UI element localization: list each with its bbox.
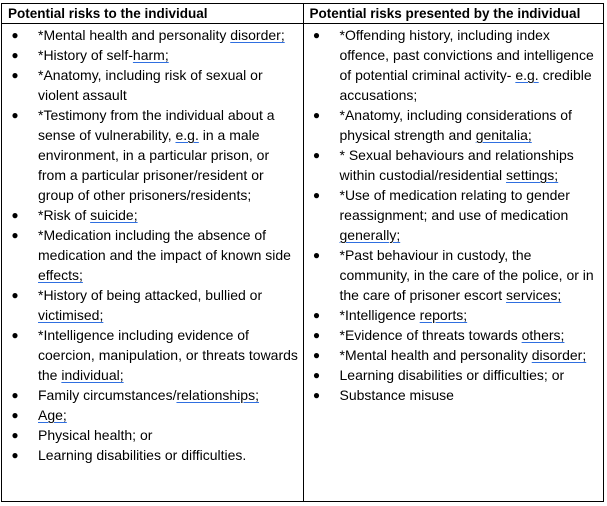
- list-item: [304, 325, 600, 345]
- item-marked-text: suicide;: [90, 207, 138, 223]
- item-text: *History of self-: [38, 47, 133, 63]
- list-item: [2, 425, 299, 445]
- list-item: [304, 345, 600, 365]
- list-item: [304, 185, 600, 245]
- item-marked-text: relationships;: [176, 387, 259, 403]
- item-text: *Testimony from the individual about a sense of vulnerability,: [38, 107, 275, 143]
- item-text: Substance misuse: [339, 387, 454, 403]
- list-item: [304, 305, 600, 325]
- bullet-icon: ●: [312, 188, 321, 202]
- item-text-continued: credible accusations;: [339, 67, 592, 103]
- left-column: [2, 4, 304, 501]
- item-marked-text: victimised;: [38, 307, 104, 323]
- list-item: [2, 225, 299, 285]
- item-text: *Intelligence: [339, 307, 420, 323]
- item-text: Learning disabilities or difficulties.: [38, 447, 247, 463]
- list-item: [2, 45, 299, 65]
- item-marked-text: genitalia;: [475, 127, 532, 143]
- item-text: Family circumstances/: [38, 387, 177, 403]
- item-text-continued: in a male environment, in a particular prison, or from a particular prisoner/resident or group of other prisoners/residents;: [38, 127, 270, 203]
- item-text: *Anatomy, including considerations of physical strength and: [339, 107, 572, 143]
- list-item: [304, 245, 600, 305]
- bullet-icon: ●: [11, 388, 19, 402]
- item-text: *Past behaviour in custody, the community, in the care of the police, or in the care of prisoner escort: [339, 247, 594, 303]
- item-marked-text: reports;: [419, 307, 468, 323]
- bullet-icon: ●: [312, 348, 321, 362]
- list-item: [2, 65, 299, 105]
- bullet-icon: ●: [312, 28, 321, 42]
- bullet-icon: ●: [11, 68, 19, 82]
- bullet-icon: ●: [11, 408, 19, 422]
- list-item: [2, 205, 299, 225]
- item-marked-text: individual;: [61, 367, 124, 383]
- item-marked-text: disorder;: [531, 347, 587, 363]
- list-item: [304, 25, 600, 105]
- bullet-icon: ●: [312, 388, 321, 402]
- bullet-icon: ●: [312, 368, 321, 382]
- item-text: Physical health; or: [38, 427, 153, 443]
- list-item: [304, 365, 600, 385]
- item-marked-text: harm;: [132, 47, 169, 63]
- item-text: *Medication including the absence of medication and the impact of known side: [38, 227, 291, 263]
- item-text: *Risk of: [38, 207, 91, 223]
- item-marked-text: others;: [521, 327, 565, 343]
- list-item: [304, 145, 600, 185]
- left-column-header: Potential risks to the individual: [2, 4, 303, 24]
- item-marked-text: e.g.: [515, 67, 539, 83]
- item-text: *History of being attacked, bullied or: [38, 287, 263, 303]
- list-item: [304, 385, 600, 405]
- list-item: [2, 405, 299, 425]
- risk-table: [1, 3, 604, 502]
- bullet-icon: ●: [11, 48, 19, 62]
- item-text: Learning disabilities or difficulties; or: [339, 367, 565, 383]
- item-marked-text: generally;: [339, 227, 401, 243]
- bullet-icon: ●: [312, 148, 321, 162]
- item-text: *Use of medication relating to gender reassignment; and use of medication: [339, 187, 570, 223]
- item-marked-text: Age;: [38, 407, 67, 423]
- item-text: * Sexual behaviours and relationships within custodial/residential: [339, 147, 574, 183]
- bullet-icon: ●: [11, 288, 19, 302]
- left-risk-list: [2, 24, 303, 465]
- item-marked-text: services;: [506, 287, 562, 303]
- bullet-icon: ●: [312, 308, 321, 322]
- list-item: [2, 105, 299, 205]
- right-column-header: Potential risks presented by the individual: [304, 4, 604, 24]
- bullet-icon: ●: [11, 208, 19, 222]
- item-text: *Intelligence including evidence of coercion, manipulation, or threats towards the: [38, 327, 298, 383]
- list-item: [304, 105, 600, 145]
- item-text: *Anatomy, including risk of sexual or violent assault: [38, 67, 263, 103]
- bullet-icon: ●: [312, 108, 321, 122]
- item-marked-text: disorder;: [230, 27, 285, 43]
- list-item: [2, 445, 299, 465]
- bullet-icon: ●: [11, 428, 19, 442]
- bullet-icon: ●: [11, 108, 19, 122]
- list-item: [2, 325, 299, 385]
- item-text: *Mental health and personality: [38, 27, 231, 43]
- bullet-icon: ●: [11, 448, 19, 462]
- right-column: [304, 4, 604, 501]
- item-text: *Evidence of threats towards: [339, 327, 522, 343]
- bullet-icon: ●: [11, 228, 19, 242]
- item-marked-text: e.g.: [175, 127, 199, 143]
- bullet-icon: ●: [312, 248, 321, 262]
- item-marked-text: effects;: [38, 267, 83, 283]
- list-item: [2, 385, 299, 405]
- list-item: [2, 25, 299, 45]
- right-risk-list: [304, 24, 604, 405]
- item-text: *Mental health and personality: [339, 347, 532, 363]
- item-marked-text: settings;: [506, 167, 559, 183]
- bullet-icon: ●: [312, 328, 321, 342]
- bullet-icon: ●: [11, 328, 19, 342]
- list-item: [2, 285, 299, 325]
- bullet-icon: ●: [11, 28, 19, 42]
- item-text: *Offending history, including index offence, past convictions and intelligence of potential criminal activity-: [339, 27, 594, 83]
